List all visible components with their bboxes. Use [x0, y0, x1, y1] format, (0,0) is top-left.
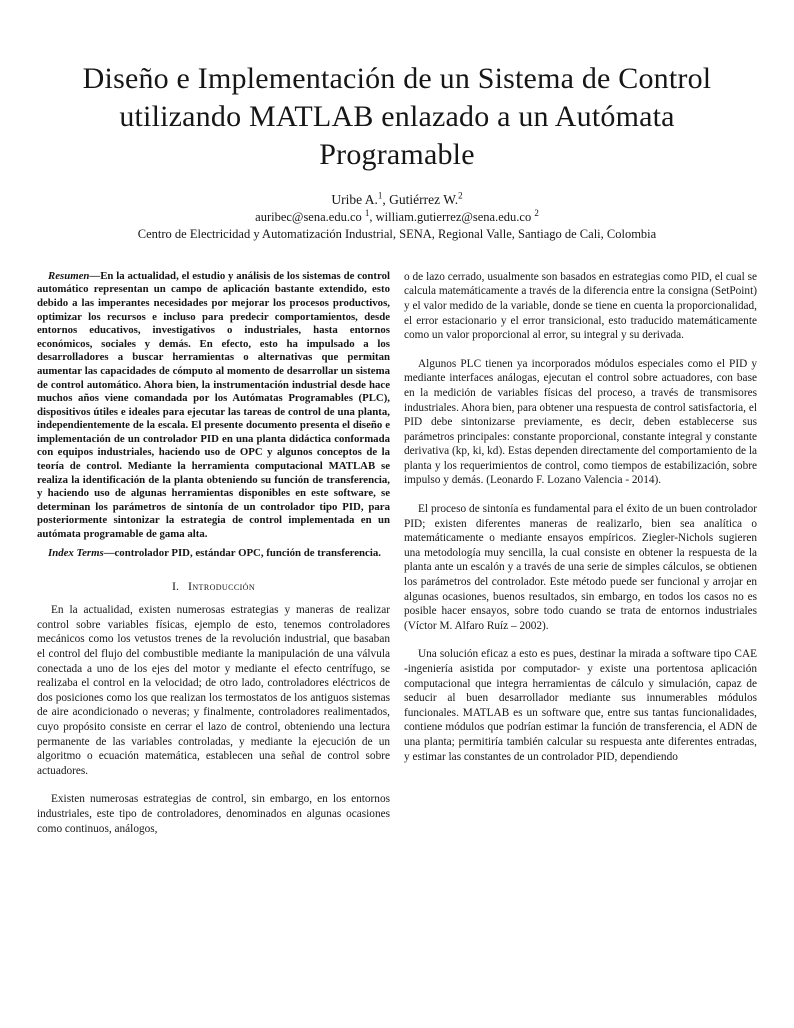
right-column: [404, 270, 757, 836]
paragraph-intro-3: Algunos PLC tienen ya incorporados módulos especiales como el PID y mediante interfaces análogas, ejecutan el control sobre actuadores, con base en la medición de variables físicas del proceso, a través de transmisores industriales. Ahora bien, para obtener una respuesta de control satisfactoria, el PID debe sintonizarse previamente, es decir, deben establecerse sus parámetros principales: constante proporcional, constante integral y constante derivativa (kp, ki, kd). Estas dependen directamente del comportamiento de la planta y los requerimientos de control, como tiempos de estabilización, sobre impulso y demás. (Leonardo F. Lozano Valencia - 2014).: [404, 357, 757, 487]
section-heading-introduction: [37, 579, 390, 594]
section-title: Introducción: [187, 579, 256, 594]
index-terms-label: Index Terms: [48, 546, 104, 559]
paragraph-intro-2: Existen numerosas estrategias de control, sin embargo, en los entornos industriales, este tipo de controladores, denominados en algunas ocasiones como continuos, análogos,: [37, 793, 390, 835]
author-emails: [37, 209, 757, 225]
index-terms: [37, 547, 390, 561]
author-names: [37, 192, 757, 209]
author-2: , Gutiérrez W.: [382, 192, 459, 208]
paragraph-intro-5: Una solución eficaz a esto es pues, destinar la mirada a software tipo CAE -ingeniería asistida por computador- y existe una portentosa aplicación computacional que integra herramientas de cálculo y simulación, capaz de seducir al buen desarrollador mediante sus innumerables módulos funcionales. MATLAB es un software que, entre sus tantas funcionalidades, contiene módulos que podrían estimar la función de transferencia, el ADN de una planta; permitiría también calcular su respuesta ante diferentes entradas, y estimar las constantes de un controlador PID, dependiendo: [404, 648, 757, 763]
author-2-affiliation-mark: 2: [458, 190, 463, 201]
abstract-label: Resumen: [48, 269, 90, 282]
abstract: [37, 270, 390, 542]
author-1-email-mark: 1: [364, 208, 370, 219]
section-number: I.: [171, 579, 179, 594]
paragraph-intro-1: En la actualidad, existen numerosas estrategias y maneras de realizar control sobre variables físicas, ejemplo de esto, tenemos controladores mecánicos como los vetustos trenes de la revolución industrial, que basaban el control del flujo del combustible mediante la manipulación de una válvula conectada a uno de los ejes del motor y mediante el efecto centrífugo, se realizaba el control en la velocidad; de otro lado, controladores eléctricos de dos posiciones como los que realizan los termostatos de los antiguos sistemas de aire acondicionado o neveras; y finalmente, controladores realimentados, cuyo propósito consiste en cerrar el lazo de control, obteniendo una lectura permanente de las variables controladas, y mediante la ejecución de un algoritmo o ecuación matemática, establecen una señal de control sobre actuadores.: [37, 604, 390, 777]
author-2-email-mark: 2: [534, 208, 539, 219]
index-terms-text: —controlador PID, estándar OPC, función de transferencia.: [103, 546, 381, 559]
two-column-body: [37, 270, 757, 836]
abstract-text: —En la actualidad, el estudio y análisis de los sistemas de control automático representan un campo de aplicación bastante extendido, esto debido a las imperantes necesidades por mejorar los procesos productivos, optimizar los recursos e incluso para predecir comportamientos, desde entornos educativos, investigativos o industriales, hasta entornos económicos, sociales y demás. En efecto, esto ha impulsado a los desarrolladores a buscar herramientas o alternativas que permitan aumentar las capacidades de cómputo al momento de desarrollar un sistema de control automático. Ahora bien, la instrumentación industrial desde hace muchos años viene comandada por los Autómatas Programables (PLC), dispositivos útiles e ideales para ejecutar las tareas de control de una planta, independientemente de la escala. El presente documento presenta el diseño e implementación de un controlador PID en una planta didáctica conformada con equipos industriales, haciendo uso de OPC y algunos conceptos de la teoría de control. Mediante la herramienta computacional MATLAB se realiza la identificación de la planta obteniendo su función de transferencia, y haciendo uso de algunas herramientas disponibles en este software, se determinan los parámetros de sintonía de un controlador tipo PID, para posteriormente sintonizar la estrategia de control implementada en un autómata programable de gama alta.: [37, 269, 390, 541]
authors-block: [37, 192, 757, 241]
author-2-email: , william.gutierrez@sena.edu.co: [369, 210, 535, 225]
paragraph-intro-2-continued: o de lazo cerrado, usualmente son basados en estrategias como PID, el cual se calcula matemáticamente a través de la diferencia entre la consigna (SetPoint) y el valor medido de la variable, donde se tiene en cuenta la proporcionalidad, el error estacionario y el error transicional, esto traducido matemáticamente como un valor proporcional al error, su integral y su derivada.: [404, 270, 757, 342]
affiliation: Centro de Electricidad y Automatización Industrial, SENA, Regional Valle, Santiago de Cali, Colombia: [137, 226, 657, 241]
author-1-email: auribec@sena.edu.co: [255, 210, 365, 225]
paragraph-intro-4: El proceso de sintonía es fundamental para el éxito de un buen controlador PID; existen diferentes maneras de realizarlo, bien sea analítica o matemáticamente o mediante ensayos empíricos. Ziegler-Nichols sugieren una metodología muy sencilla, la cual consiste en obtener la respuesta de la planta ante un escalón y a través de una serie de simples cálculos, se obtienen los parámetros del controlador. Este método puede ser funcional y arrojar en algunas ocasiones, buenos resultados, sin embargo, en todos los casos no es posible hacer ensayos, sobre todo cuando se trata de entornos industriales (Víctor M. Alfaro Ruíz – 2002).: [404, 503, 757, 632]
left-column: [37, 270, 390, 836]
author-1: Uribe A.: [331, 192, 378, 208]
paper-title: Diseño e Implementación de un Sistema de Control utilizando MATLAB enlazado a un Autómata Programable: [82, 62, 712, 171]
author-1-affiliation-mark: 1: [377, 190, 383, 201]
